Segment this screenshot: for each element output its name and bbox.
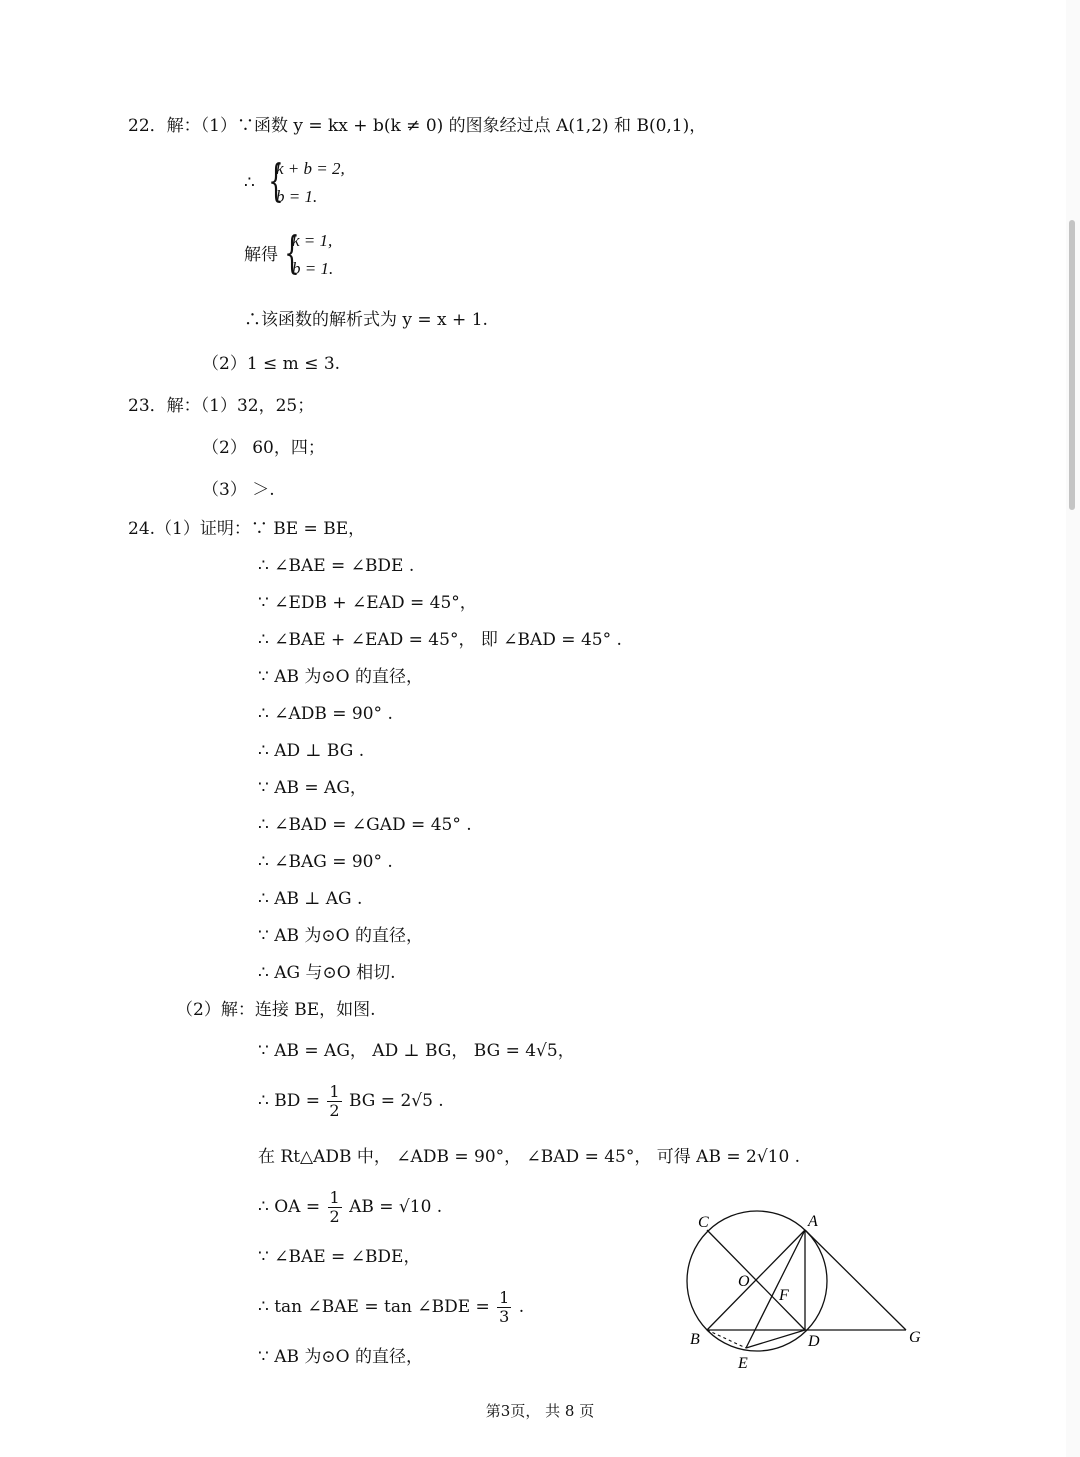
oa-prefix: ∴ OA = bbox=[258, 1197, 321, 1217]
fraction-one-half: $\frac{1}{2}$ bbox=[329, 1188, 340, 1226]
proof-step: ∵ ∠EDB + ∠EAD = 45°， bbox=[258, 593, 477, 613]
q23-head: 23．解：（1）32，25； bbox=[128, 396, 315, 416]
q24-part2-bd bbox=[258, 1082, 444, 1120]
q24-head: 24.（1）证明：∵ BE = BE， bbox=[128, 519, 366, 539]
bd-prefix: ∴ BD = bbox=[258, 1091, 320, 1111]
q22-system1-eq2: b = 1. bbox=[276, 187, 318, 206]
q22-conclusion: ∴该函数的解析式为 y = x + 1. bbox=[244, 310, 488, 330]
tan-prefix: ∴ tan ∠BAE = tan ∠BDE = bbox=[258, 1297, 490, 1317]
proof-step: ∴ AB ⊥ AG . bbox=[258, 889, 363, 909]
proof-step: ∴ ∠BAE = ∠BDE . bbox=[258, 556, 415, 576]
proof-step: ∴ AG 与⊙O 相切. bbox=[258, 963, 396, 983]
geometry-figure bbox=[680, 1200, 940, 1380]
therefore-symbol: ∴ bbox=[244, 173, 255, 193]
label-g: G bbox=[909, 1329, 921, 1346]
q24-part2-given: ∵ AB = AG， AD ⊥ BG， BG = 4√5， bbox=[258, 1041, 575, 1061]
q24-part2-diameter: ∵ AB 为⊙O 的直径， bbox=[258, 1347, 423, 1367]
label-b: B bbox=[690, 1331, 700, 1348]
q24-part2-head: （2）解：连接 BE，如图. bbox=[176, 1000, 376, 1020]
q24-part2-rt-triangle: 在 Rt△ADB 中， ∠ADB = 90°， ∠BAD = 45°， 可得 AB = 2√10 . bbox=[258, 1147, 801, 1167]
q23-part3: （3） ＞. bbox=[202, 480, 275, 500]
label-a: A bbox=[808, 1213, 818, 1230]
proof-step: ∴ ∠BAD = ∠GAD = 45° . bbox=[258, 815, 472, 835]
page-footer: 第3页， 共 8 页 bbox=[485, 1402, 595, 1420]
label-d: D bbox=[808, 1333, 820, 1350]
bd-suffix: BG = 2√5 . bbox=[349, 1091, 444, 1111]
q24-part2-angle-eq: ∵ ∠BAE = ∠BDE， bbox=[258, 1247, 421, 1267]
q22-system1-eq1: k + b = 2, bbox=[276, 159, 345, 178]
proof-step: ∵ AB 为⊙O 的直径， bbox=[258, 926, 423, 946]
segment-ag bbox=[805, 1230, 906, 1330]
q23-part2: （2） 60，四； bbox=[202, 438, 325, 458]
q22-part2: （2）1 ≤ m ≤ 3. bbox=[202, 354, 341, 374]
q22-head: 22．解：（1）∵函数 y = kx + b(k ≠ 0) 的图象经过点 A(1,2) 和 B(0,1)， bbox=[128, 116, 707, 136]
q22-solve-label: 解得 bbox=[244, 245, 278, 265]
system-brace: { bbox=[268, 156, 284, 207]
scrollbar-track[interactable] bbox=[1066, 0, 1080, 1457]
proof-step: ∴ AD ⊥ BG . bbox=[258, 741, 365, 761]
proof-step: ∴ ∠BAE + ∠EAD = 45°， 即 ∠BAD = 45° . bbox=[258, 630, 622, 650]
q22-system2-eq1: k = 1, bbox=[292, 231, 333, 250]
fraction-one-half: $\frac{1}{2}$ bbox=[329, 1082, 340, 1120]
proof-step: ∵ AB 为⊙O 的直径， bbox=[258, 667, 423, 687]
fraction-one-third: $\frac{1}{3}$ bbox=[499, 1288, 510, 1326]
proof-step: ∵ AB = AG， bbox=[258, 778, 367, 798]
segment-be-dashed bbox=[707, 1330, 746, 1348]
q24-part2-oa bbox=[258, 1188, 442, 1226]
system-brace: { bbox=[284, 228, 300, 279]
q24-part2-tan bbox=[258, 1288, 524, 1326]
label-e: E bbox=[738, 1355, 748, 1372]
scrollbar-thumb[interactable] bbox=[1069, 220, 1075, 510]
label-f: F bbox=[779, 1287, 789, 1304]
label-c: C bbox=[698, 1214, 709, 1231]
q22-system2-eq2: b = 1. bbox=[292, 259, 334, 278]
tan-suffix: . bbox=[518, 1297, 525, 1317]
proof-step: ∴ ∠ADB = 90° . bbox=[258, 704, 393, 724]
proof-step: ∴ ∠BAG = 90° . bbox=[258, 852, 393, 872]
oa-suffix: AB = √10 . bbox=[349, 1197, 443, 1217]
label-o: O bbox=[738, 1273, 750, 1290]
